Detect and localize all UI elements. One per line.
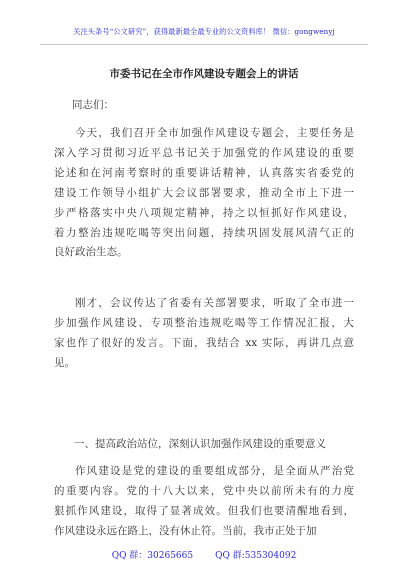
paragraph-line: 刚才，会议传达了省委有关部署要求，听取了全市进一 <box>75 297 354 309</box>
salutation: 同志们： <box>72 99 114 111</box>
page-header-banner: 关注头条号“公文研究”，获得最新最全最专业的公文资料库！ 微信：gongwenyj <box>73 27 335 36</box>
paragraph-line: 家也作了很好的发言。下面，我结合 xx 实际，再讲几点意 <box>54 336 354 349</box>
header-divider <box>40 44 368 45</box>
qq-group-2: QQ 群:535304092 <box>215 551 297 561</box>
paragraph-line: 作风建设永远在路上，没有休止符。当前，我市正处于加 <box>54 524 317 537</box>
paragraph-line: 建设工作领导小组扩大会议部署要求，推动全市上下进一 <box>54 186 354 199</box>
paragraph-line: 着力整治违规吃喝等突出问题，持续巩固发展风清气正的 <box>54 226 354 239</box>
document-title: 市委书记在全市作风建设专题会上的讲话 <box>109 68 299 80</box>
paragraph-line: 今天，我们召开全市加强作风建设专题会，主要任务是 <box>75 127 354 139</box>
paragraph-line: 步加强作风建设、专项整治违规吃喝等工作情况汇报，大 <box>54 316 354 329</box>
paragraph-line: 见。 <box>54 356 75 369</box>
paragraph-line: 论述和在河南考察时的重要讲话精神，认真落实省委党的 <box>54 166 354 179</box>
paragraph-2 <box>54 294 354 374</box>
qq-group-1: QQ 群：30265665 <box>111 551 194 561</box>
paragraph-line: 步严格落实中央八项规定精神，持之以恒抓好作风建设， <box>54 206 354 219</box>
page-footer <box>0 548 408 561</box>
paragraph-line: 的重要内容。党的十八大以来，党中央以前所未有的力度 <box>54 484 354 497</box>
paragraph-1 <box>54 124 354 263</box>
paragraph-line: 深入学习贯彻习近平总书记关于加强党的作风建设的重要 <box>54 146 354 159</box>
paragraph-line: 狠抓作风建设，取得了显著成效。但我们也要清醒地看到， <box>54 504 354 517</box>
section-paragraph <box>54 462 354 542</box>
section-heading: 一、提高政治站位，深刻认识加强作风建设的重要意义 <box>74 438 326 450</box>
paragraph-line: 良好政治生态。 <box>54 246 128 259</box>
paragraph-line: 作风建设是党的建设的重要组成部分，是全面从严治党 <box>75 465 354 477</box>
